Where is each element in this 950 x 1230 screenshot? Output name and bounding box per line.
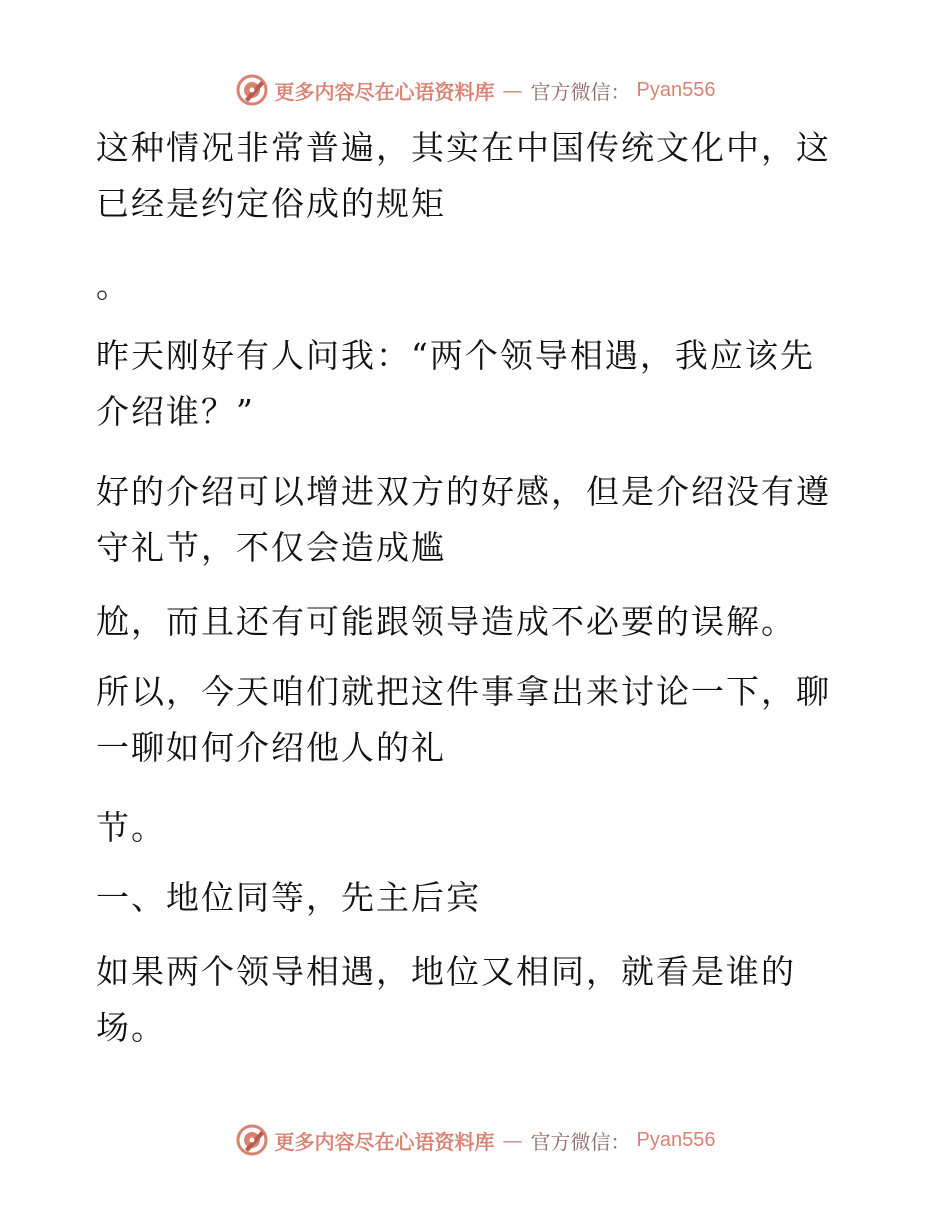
paragraph-7 [96,800,856,856]
paragraph-3 [96,328,856,440]
body-line: 一聊如何介绍他人的礼 [96,728,446,767]
section-heading [96,870,856,926]
footer-brand-text: 更多内容尽在心语资料库 [274,1129,495,1154]
footer-separator: — [502,1128,523,1152]
footer-watermark-banner [0,1120,950,1160]
paragraph-6 [96,664,856,776]
body-line: 已经是约定俗成的规矩 [96,184,446,223]
paragraph-5 [96,594,856,650]
body-line: 场。 [96,1008,166,1047]
body-line: 尬，而且还有可能跟领导造成不必要的误解。 [96,602,796,641]
header-wechat-id: Pyan556 [636,78,716,101]
paragraph-2 [96,258,856,314]
body-line: 。 [96,266,131,305]
footer-wechat-id: Pyan556 [636,1128,716,1151]
paragraph-4 [96,464,856,576]
body-line: 好的介绍可以增进双方的好感，但是介绍没有遵 [96,472,831,511]
header-watermark-banner [0,70,950,110]
header-brand-text: 更多内容尽在心语资料库 [274,79,495,104]
pen-logo-icon [235,73,269,107]
heading-line: 一、地位同等，先主后宾 [96,878,481,917]
body-line: 如果两个领导相遇，地位又相同，就看是谁的 [96,952,796,991]
paragraph-8 [96,944,856,1056]
body-line: 所以，今天咱们就把这件事拿出来讨论一下，聊 [96,672,831,711]
header-wechat-label: 官方微信： [530,79,631,104]
footer-wechat-label: 官方微信： [530,1129,631,1154]
body-line: 昨天刚好有人问我：“两个领导相遇，我应该先 [96,336,815,375]
header-separator: — [502,78,523,102]
body-line: 介绍谁？” [96,392,255,431]
pen-logo-icon [235,1123,269,1157]
body-line: 守礼节，不仅会造成尴 [96,528,446,567]
body-line: 节。 [96,808,166,847]
body-line: 这种情况非常普遍，其实在中国传统文化中，这 [96,128,831,167]
paragraph-1 [96,120,856,232]
